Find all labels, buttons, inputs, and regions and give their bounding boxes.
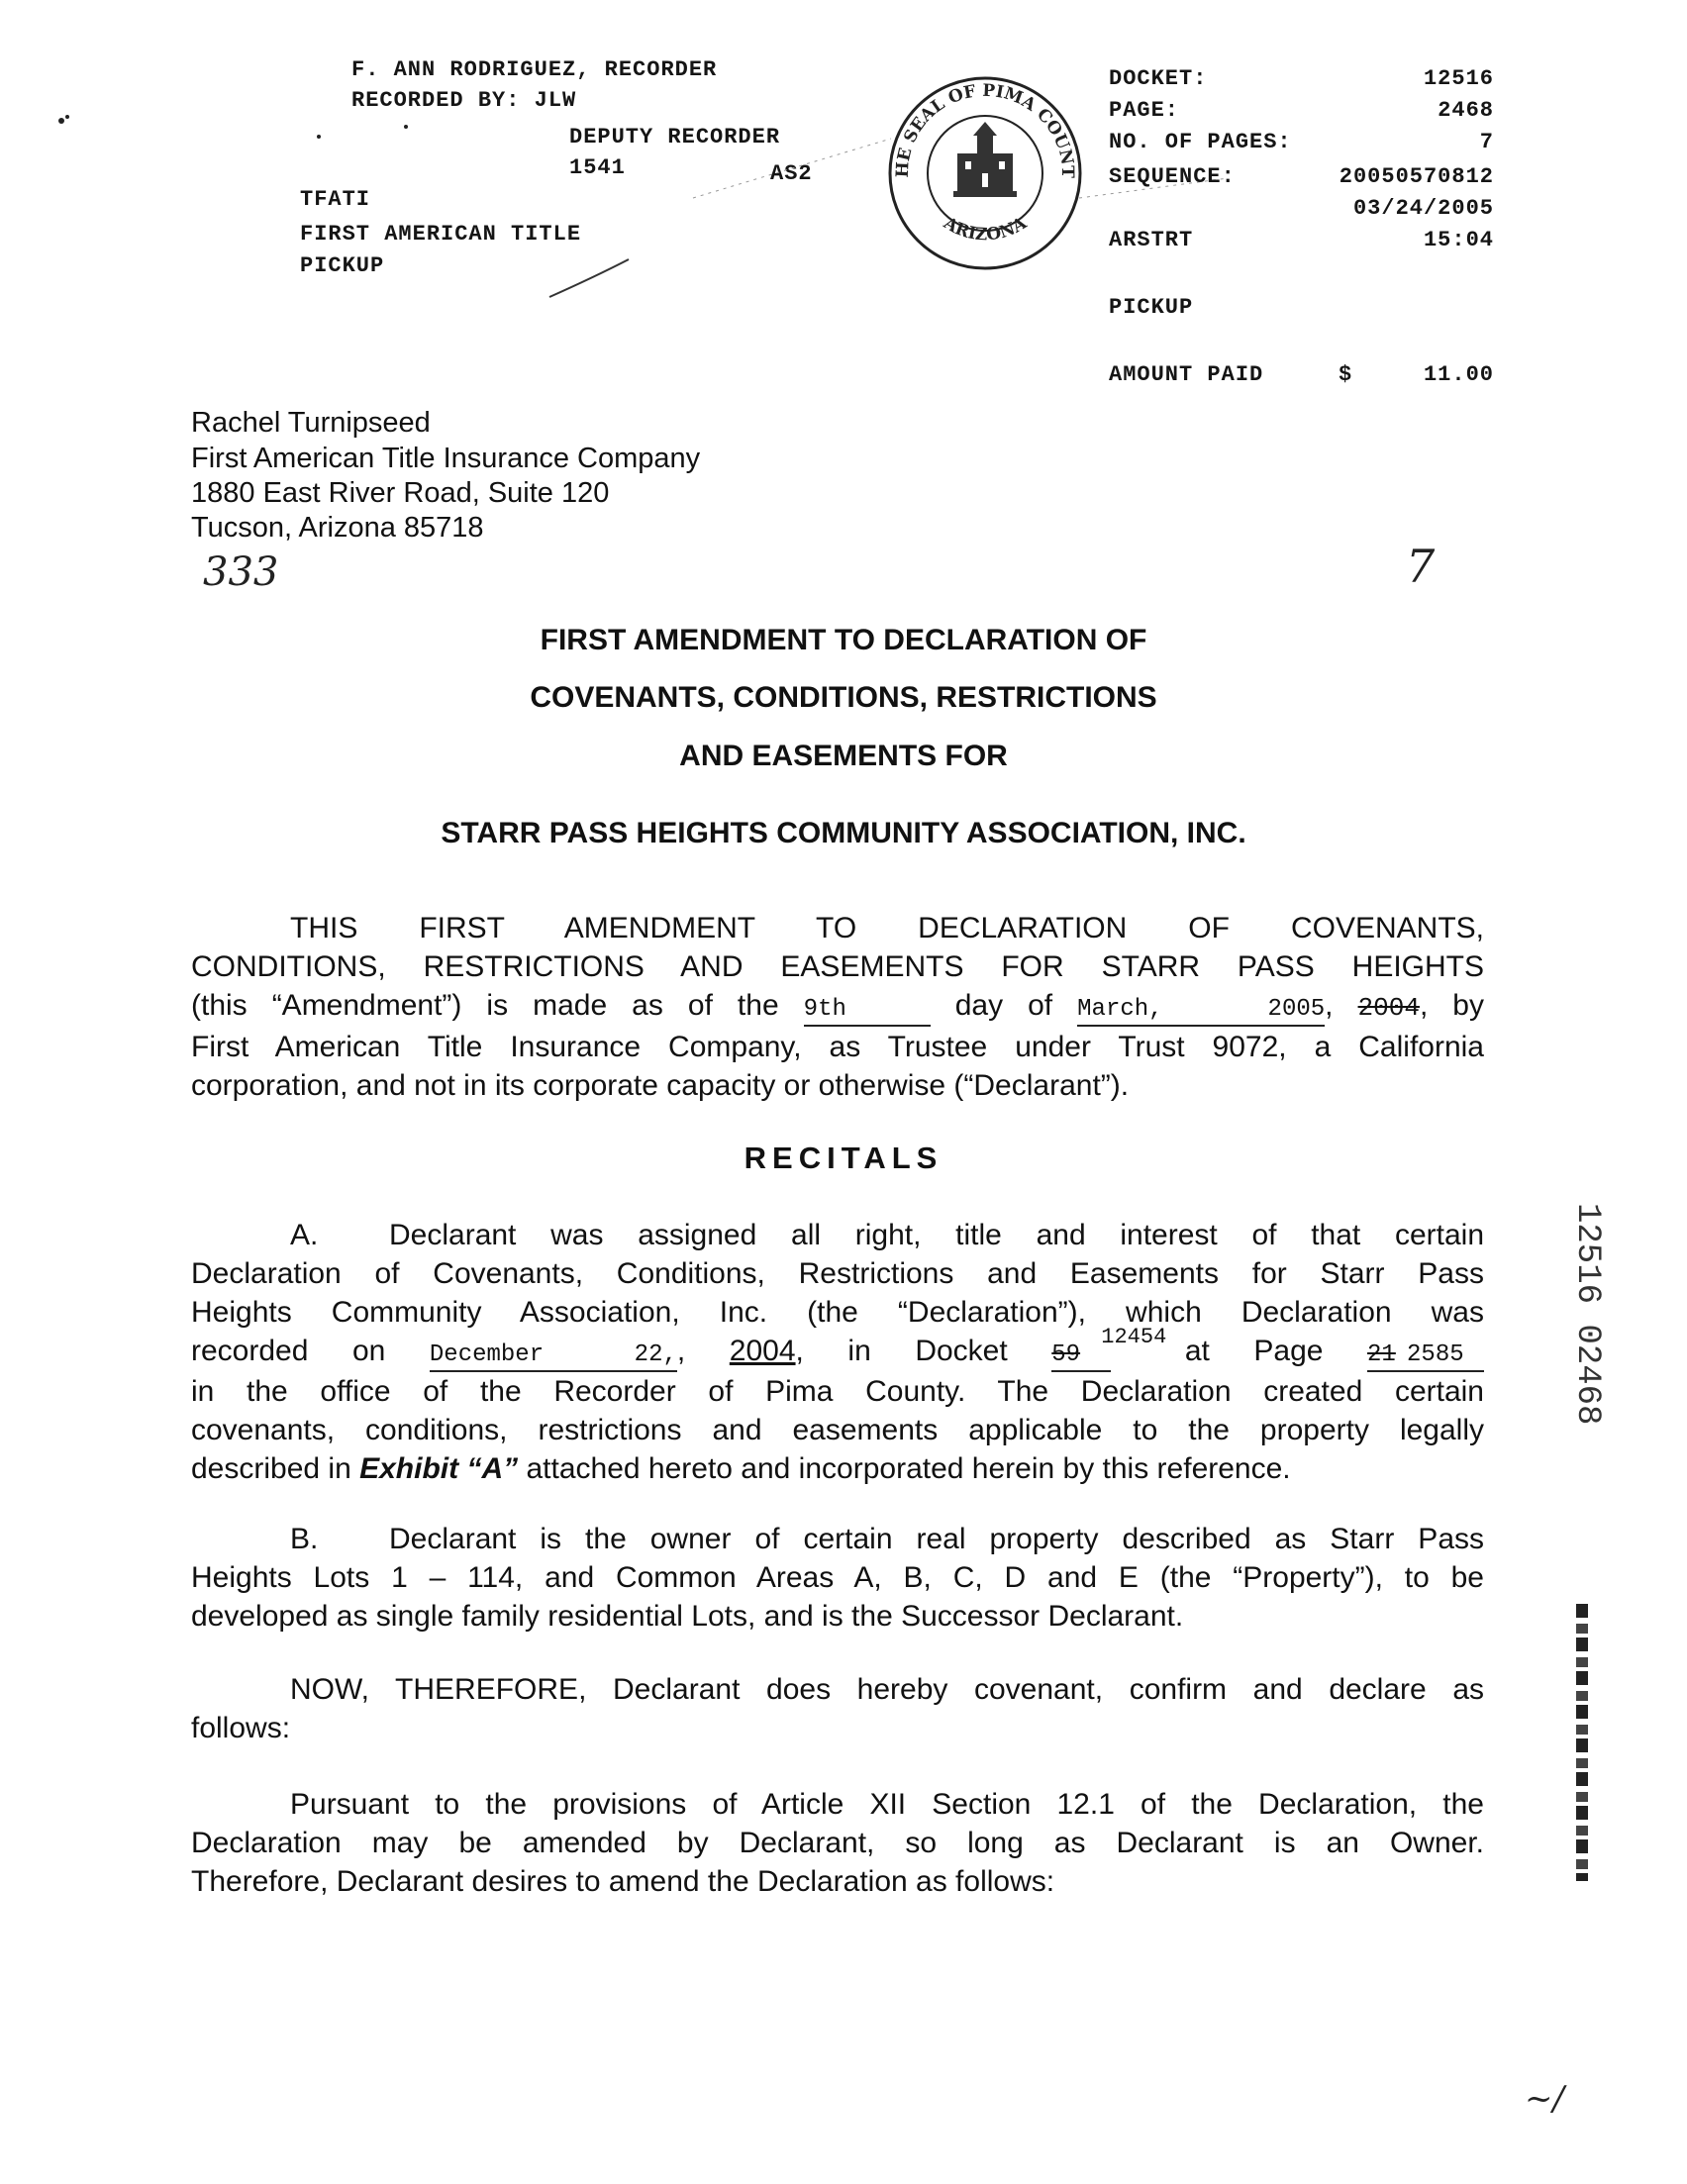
- recital-a-line-5: in the office of the Recorder of Pima County. The Declaration created certain: [191, 1375, 1484, 1408]
- page-label: PAGE:: [1109, 98, 1180, 123]
- side-docket-stamp: 12516 02468: [1568, 1203, 1606, 1426]
- recital-a-paragraph: [191, 1216, 1484, 1488]
- recital-a-line-4a: recorded on: [191, 1335, 386, 1367]
- county-seal-icon: [886, 74, 1084, 272]
- addressee-city: Tucson, Arizona 85718: [191, 512, 484, 544]
- title-line-3: AND EASEMENTS FOR: [679, 740, 1008, 772]
- corner-mark: ~/: [1525, 2079, 1564, 2119]
- stamp-strokes: [0, 0, 1687, 317]
- recorded-year: 2004: [729, 1335, 796, 1367]
- page-value: 2468: [1438, 98, 1494, 123]
- county-seal: [886, 74, 1084, 272]
- sequence-value: 20050570812: [1339, 164, 1494, 189]
- recital-b-line-2: Heights Lots 1 – 114, and Common Areas A, B, C, D and E (the “Property”), to be: [191, 1561, 1484, 1594]
- docket-struck: 59: [1051, 1340, 1111, 1372]
- docket-pickup: PICKUP: [1109, 295, 1194, 320]
- recorded-by: RECORDED BY: JLW: [351, 88, 577, 113]
- intro-line-5: corporation, and not in its corporate capacity or otherwise (“Declarant”).: [191, 1069, 1130, 1102]
- intro-paragraph: [191, 909, 1484, 1105]
- recital-a-label: A.: [290, 1219, 319, 1251]
- intro-line-3d: , by: [1419, 989, 1484, 1022]
- pursuant-line-2: Declaration may be amended by Declarant, so long as Declarant is an Owner.: [191, 1827, 1484, 1859]
- pursuant-line-1: Pursuant to the provisions of Article XII Section 12.1 of the Declaration, the: [290, 1788, 1484, 1821]
- tfati-label: TFATI: [300, 187, 371, 212]
- intro-line-1: THIS FIRST AMENDMENT TO DECLARATION OF COVENANTS,: [290, 912, 1484, 944]
- addressee-company: First American Title Insurance Company: [191, 443, 701, 474]
- docket-label: DOCKET:: [1109, 66, 1208, 91]
- recorded-date-blank: December 22,: [430, 1340, 677, 1372]
- docket-handwritten: 12454: [1101, 1325, 1167, 1349]
- recital-a-line-3: Heights Community Association, Inc. (the “Declaration”), which Declaration was: [191, 1296, 1484, 1329]
- record-time: 15:04: [1423, 228, 1494, 252]
- exhibit-reference: Exhibit “A”: [359, 1452, 519, 1485]
- now-therefore-paragraph: [191, 1670, 1484, 1747]
- pursuant-line-3: Therefore, Declarant desires to amend the Declaration as follows:: [191, 1865, 1055, 1898]
- addressee-name: Rachel Turnipseed: [191, 407, 431, 439]
- deputy-recorder: DEPUTY RECORDER: [569, 125, 781, 149]
- recorder-code-2: AS2: [770, 161, 813, 186]
- recorder-code: 1541: [569, 155, 626, 180]
- currency-symbol: $: [1339, 362, 1353, 387]
- seal-bottom-text: ARIZONA: [940, 213, 1031, 246]
- recorder-name: F. ANN RODRIGUEZ, RECORDER: [351, 57, 718, 82]
- title-line-2: COVENANTS, CONDITIONS, RESTRICTIONS: [530, 681, 1157, 714]
- recital-a-line-1: Declarant was assigned all right, title and interest of that certain: [389, 1219, 1484, 1251]
- recital-a-line-4b: ,: [676, 1335, 686, 1367]
- intro-line-2: CONDITIONS, RESTRICTIONS AND EASEMENTS FOR STARR PASS HEIGHTS: [191, 950, 1484, 983]
- intro-line-3c: ,: [1325, 989, 1334, 1022]
- recital-a-line-7a: described in: [191, 1452, 351, 1485]
- intro-day-blank: 9th: [804, 995, 931, 1027]
- record-date: 03/24/2005: [1352, 196, 1494, 221]
- recital-a-line-2: Declaration of Covenants, Conditions, Restrictions and Easements for Starr Pass: [191, 1257, 1484, 1290]
- sequence-label: SEQUENCE:: [1109, 164, 1236, 189]
- now-therefore-line-2: follows:: [191, 1712, 291, 1744]
- title-company-label: FIRST AMERICAN TITLE: [300, 222, 582, 247]
- addressee-street: 1880 East River Road, Suite 120: [191, 477, 610, 509]
- docket-value: 12516: [1423, 66, 1494, 91]
- recital-a-line-7b: attached hereto and incorporated herein by this reference.: [526, 1452, 1291, 1485]
- arstrt-label: ARSTRT: [1109, 228, 1194, 252]
- recital-a-line-4d: at Page: [1184, 1335, 1324, 1367]
- page-struck: 21: [1367, 1340, 1407, 1372]
- intro-line-3b: day of: [954, 989, 1053, 1022]
- intro-month-year-blank: March, 2005: [1077, 995, 1325, 1027]
- intro-year-struck: 2004: [1357, 993, 1420, 1023]
- intro-line-3a: (this “Amendment”) is made as of the: [191, 989, 779, 1022]
- pages-value: 7: [1479, 130, 1494, 154]
- recital-a-line-4c: , in Docket: [795, 1335, 1008, 1367]
- pickup-label: PICKUP: [300, 253, 385, 278]
- handwritten-number-left: 333: [203, 549, 279, 595]
- page-handwritten: 2585: [1407, 1340, 1484, 1372]
- pages-label: NO. OF PAGES:: [1109, 130, 1292, 154]
- handwritten-number-right: 7: [1406, 540, 1436, 593]
- amount-paid-value: 11.00: [1423, 362, 1494, 387]
- recital-b-line-3: developed as single family residential Lots, and is the Successor Declarant.: [191, 1600, 1184, 1633]
- recitals-heading: RECITALS: [744, 1141, 943, 1175]
- recital-b-label: B.: [290, 1523, 319, 1555]
- recital-b-line-1: Declarant is the owner of certain real property described as Starr Pass: [389, 1523, 1484, 1555]
- recital-b-paragraph: [191, 1520, 1484, 1636]
- recital-a-line-6: covenants, conditions, restrictions and easements applicable to the property legally: [191, 1414, 1484, 1446]
- amount-paid-label: AMOUNT PAID: [1109, 362, 1264, 387]
- seal-top-text: HE SEAL OF PIMA COUNT: [892, 80, 1078, 179]
- title-line-1: FIRST AMENDMENT TO DECLARATION OF: [540, 624, 1147, 656]
- intro-line-4: First American Title Insurance Company, as Trustee under Trust 9072, a California: [191, 1031, 1484, 1063]
- scan-edge-mark: [1576, 1604, 1588, 1881]
- pursuant-paragraph: [191, 1785, 1484, 1901]
- now-therefore-line-1: NOW, THEREFORE, Declarant does hereby covenant, confirm and declare as: [290, 1673, 1484, 1706]
- svg-text:ARIZONA: [940, 213, 1031, 245]
- title-line-4: STARR PASS HEIGHTS COMMUNITY ASSOCIATION, INC.: [441, 817, 1246, 849]
